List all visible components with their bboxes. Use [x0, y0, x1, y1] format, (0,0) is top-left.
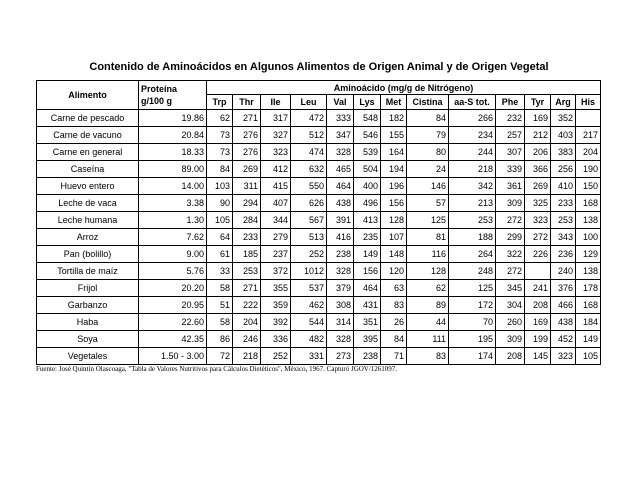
amino-value-cell: 146 — [407, 178, 449, 195]
amino-value-cell: 276 — [233, 144, 261, 161]
amino-value-cell: 236 — [551, 246, 576, 263]
source-note: Fuente: José Quintín Olascoaga, "Tabla de Valores Nutritivos para Cálculos Dietéticos", México, 1967. Capturó JGOV/1261097. — [36, 365, 398, 373]
amino-value-cell: 79 — [407, 127, 449, 144]
amino-value-cell: 260 — [496, 314, 525, 331]
amino-value-cell — [525, 263, 551, 280]
amino-value-cell: 86 — [207, 331, 233, 348]
amino-value-cell: 328 — [327, 331, 354, 348]
amino-value-cell: 196 — [381, 178, 407, 195]
amino-value-cell: 72 — [207, 348, 233, 365]
amino-value-cell: 120 — [381, 263, 407, 280]
amino-value-cell: 107 — [381, 229, 407, 246]
amino-value-cell: 138 — [576, 263, 601, 280]
amino-value-cell: 125 — [407, 212, 449, 229]
amino-value-cell: 128 — [381, 212, 407, 229]
amino-value-cell: 185 — [233, 246, 261, 263]
amino-value-cell: 431 — [354, 297, 381, 314]
amino-value-cell: 328 — [327, 263, 354, 280]
amino-value-cell: 314 — [327, 314, 354, 331]
protein-cell: 14.00 — [139, 178, 207, 195]
amino-value-cell: 100 — [576, 229, 601, 246]
amino-value-cell: 105 — [576, 348, 601, 365]
protein-cell: 18.33 — [139, 144, 207, 161]
food-name-cell: Leche humana — [37, 212, 139, 229]
amino-value-cell: 128 — [407, 263, 449, 280]
amino-value-cell: 84 — [381, 331, 407, 348]
header-col-phe: Phe — [496, 95, 525, 110]
table-row — [37, 348, 601, 365]
amino-value-cell: 233 — [551, 195, 576, 212]
amino-value-cell: 272 — [496, 212, 525, 229]
amino-value-cell: 70 — [449, 314, 496, 331]
amino-value-cell: 317 — [261, 110, 291, 127]
amino-value-cell: 149 — [354, 246, 381, 263]
amino-value-cell: 513 — [291, 229, 327, 246]
protein-cell: 20.84 — [139, 127, 207, 144]
protein-cell: 7.62 — [139, 229, 207, 246]
header-col-val: Val — [327, 95, 354, 110]
amino-value-cell: 164 — [381, 144, 407, 161]
amino-value-cell: 218 — [233, 348, 261, 365]
amino-value-cell: 81 — [407, 229, 449, 246]
header-col-tyr: Tyr — [525, 95, 551, 110]
amino-value-cell: 416 — [327, 229, 354, 246]
amino-value-cell: 235 — [354, 229, 381, 246]
table-row — [37, 195, 601, 212]
amino-value-cell: 632 — [291, 161, 327, 178]
amino-value-cell: 33 — [207, 263, 233, 280]
amino-value-cell: 62 — [207, 110, 233, 127]
header-col-trp: Trp — [207, 95, 233, 110]
amino-value-cell: 83 — [381, 297, 407, 314]
amino-value-cell: 169 — [525, 314, 551, 331]
amino-value-cell: 129 — [576, 246, 601, 263]
amino-value-cell: 407 — [261, 195, 291, 212]
food-name-cell: Frijol — [37, 280, 139, 297]
food-name-cell: Carne de vacuno — [37, 127, 139, 144]
amino-value-cell: 168 — [576, 195, 601, 212]
amino-value-cell: 323 — [261, 144, 291, 161]
food-name-cell: Caseína — [37, 161, 139, 178]
amino-value-cell: 392 — [261, 314, 291, 331]
amino-value-cell: 400 — [354, 178, 381, 195]
header-col-ile: Ile — [261, 95, 291, 110]
amino-value-cell: 24 — [407, 161, 449, 178]
amino-value-cell: 238 — [327, 246, 354, 263]
amino-value-cell: 391 — [327, 212, 354, 229]
amino-value-cell: 410 — [551, 178, 576, 195]
food-name-cell: Garbanzo — [37, 297, 139, 314]
amino-value-cell: 307 — [496, 144, 525, 161]
amino-value-cell: 342 — [449, 178, 496, 195]
amino-value-cell: 246 — [233, 331, 261, 348]
amino-value-cell: 309 — [496, 195, 525, 212]
amino-value-cell: 465 — [327, 161, 354, 178]
amino-value-cell: 234 — [449, 127, 496, 144]
table-row — [37, 246, 601, 263]
amino-value-cell: 269 — [525, 178, 551, 195]
amino-value-cell: 89 — [407, 297, 449, 314]
amino-value-cell: 58 — [207, 280, 233, 297]
amino-value-cell: 323 — [551, 348, 576, 365]
amino-value-cell: 325 — [525, 195, 551, 212]
header-col-cistina: Cistina — [407, 95, 449, 110]
protein-cell: 20.20 — [139, 280, 207, 297]
amino-value-cell: 284 — [233, 212, 261, 229]
amino-value-cell: 90 — [207, 195, 233, 212]
header-col-thr: Thr — [233, 95, 261, 110]
food-name-cell: Vegetales — [37, 348, 139, 365]
table-row — [37, 110, 601, 127]
food-name-cell: Haba — [37, 314, 139, 331]
amino-value-cell: 347 — [327, 127, 354, 144]
table-row — [37, 178, 601, 195]
food-name-cell: Huevo entero — [37, 178, 139, 195]
table-row — [37, 161, 601, 178]
protein-cell: 1.30 — [139, 212, 207, 229]
amino-value-cell: 73 — [207, 127, 233, 144]
amino-value-cell: 294 — [233, 195, 261, 212]
protein-cell: 1.50 - 3.00 — [139, 348, 207, 365]
food-name-cell: Carne de pescado — [37, 110, 139, 127]
amino-value-cell: 194 — [381, 161, 407, 178]
amino-value-cell: 204 — [233, 314, 261, 331]
table-row — [37, 263, 601, 280]
header-col-arg: Arg — [551, 95, 576, 110]
amino-value-cell: 472 — [291, 110, 327, 127]
amino-value-cell: 331 — [291, 348, 327, 365]
header-amino-group: Aminoácido (mg/g de Nitrógeno) — [207, 81, 601, 95]
amino-value-cell: 438 — [551, 314, 576, 331]
amino-value-cell: 311 — [233, 178, 261, 195]
amino-value-cell: 412 — [261, 161, 291, 178]
table-row — [37, 229, 601, 246]
amino-value-cell: 204 — [576, 144, 601, 161]
amino-value-cell: 238 — [354, 348, 381, 365]
amino-value-cell: 413 — [354, 212, 381, 229]
amino-value-cell: 276 — [233, 127, 261, 144]
amino-value-cell: 83 — [407, 348, 449, 365]
amino-value-cell: 188 — [449, 229, 496, 246]
amino-value-cell: 212 — [525, 127, 551, 144]
amino-value-cell: 304 — [496, 297, 525, 314]
protein-cell: 89.00 — [139, 161, 207, 178]
amino-value-cell: 351 — [354, 314, 381, 331]
amino-value-cell: 548 — [354, 110, 381, 127]
table-body — [37, 110, 601, 365]
amino-value-cell: 464 — [354, 280, 381, 297]
protein-cell: 22.60 — [139, 314, 207, 331]
amino-value-cell: 244 — [449, 144, 496, 161]
header-protein — [139, 81, 207, 110]
header-col-his: His — [576, 95, 601, 110]
amino-value-cell: 213 — [449, 195, 496, 212]
amino-value-cell: 546 — [354, 127, 381, 144]
amino-value-cell: 248 — [449, 263, 496, 280]
amino-value-cell: 199 — [525, 331, 551, 348]
table-row — [37, 280, 601, 297]
amino-value-cell: 58 — [207, 314, 233, 331]
table-header — [37, 81, 601, 110]
amino-value-cell: 252 — [261, 348, 291, 365]
amino-value-cell: 105 — [207, 212, 233, 229]
amino-value-cell: 537 — [291, 280, 327, 297]
table-row — [37, 297, 601, 314]
amino-value-cell: 232 — [496, 110, 525, 127]
amino-value-cell: 345 — [496, 280, 525, 297]
amino-value-cell: 208 — [496, 348, 525, 365]
amino-value-cell: 51 — [207, 297, 233, 314]
amino-value-cell: 272 — [496, 263, 525, 280]
protein-cell: 3.38 — [139, 195, 207, 212]
table-row — [37, 331, 601, 348]
amino-value-cell: 438 — [327, 195, 354, 212]
amino-value-cell: 240 — [551, 263, 576, 280]
amino-value-cell: 395 — [354, 331, 381, 348]
amino-value-cell: 252 — [291, 246, 327, 263]
amino-value-cell: 206 — [525, 144, 551, 161]
amino-value-cell: 84 — [207, 161, 233, 178]
amino-value-cell: 208 — [525, 297, 551, 314]
amino-value-cell: 366 — [525, 161, 551, 178]
amino-value-cell: 190 — [576, 161, 601, 178]
amino-value-cell: 184 — [576, 314, 601, 331]
table-row — [37, 127, 601, 144]
table-row — [37, 314, 601, 331]
amino-value-cell: 63 — [381, 280, 407, 297]
food-name-cell: Carne en general — [37, 144, 139, 161]
header-protein-line1: Proteína — [141, 84, 178, 94]
amino-value-cell: 309 — [496, 331, 525, 348]
amino-value-cell: 336 — [261, 331, 291, 348]
amino-value-cell: 226 — [525, 246, 551, 263]
amino-value-cell: 116 — [407, 246, 449, 263]
amino-value-cell: 504 — [354, 161, 381, 178]
amino-value-cell: 308 — [327, 297, 354, 314]
amino-value-cell: 626 — [291, 195, 327, 212]
amino-value-cell: 111 — [407, 331, 449, 348]
amino-value-cell: 125 — [449, 280, 496, 297]
amino-value-cell: 84 — [407, 110, 449, 127]
protein-cell: 20.95 — [139, 297, 207, 314]
amino-value-cell: 474 — [291, 144, 327, 161]
protein-cell: 42.35 — [139, 331, 207, 348]
amino-acid-table — [36, 80, 601, 365]
amino-value-cell: 64 — [207, 229, 233, 246]
header-protein-line2: g/100 g — [141, 96, 173, 106]
amino-value-cell: 333 — [327, 110, 354, 127]
amino-value-cell: 253 — [449, 212, 496, 229]
table-row — [37, 144, 601, 161]
header-food: Alimento — [37, 81, 139, 110]
amino-value-cell: 322 — [496, 246, 525, 263]
amino-value-cell: 403 — [551, 127, 576, 144]
amino-value-cell: 482 — [291, 331, 327, 348]
header-col-lys: Lys — [354, 95, 381, 110]
amino-value-cell: 241 — [525, 280, 551, 297]
amino-value-cell: 233 — [233, 229, 261, 246]
amino-value-cell: 344 — [261, 212, 291, 229]
food-name-cell: Leche de vaca — [37, 195, 139, 212]
food-name-cell: Tortilla de maíz — [37, 263, 139, 280]
amino-value-cell: 323 — [525, 212, 551, 229]
amino-value-cell: 361 — [496, 178, 525, 195]
amino-value-cell: 257 — [496, 127, 525, 144]
amino-value-cell: 61 — [207, 246, 233, 263]
header-col-aa-s-tot: aa-S tot. — [449, 95, 496, 110]
amino-value-cell: 539 — [354, 144, 381, 161]
amino-value-cell: 169 — [525, 110, 551, 127]
amino-value-cell: 149 — [576, 331, 601, 348]
table-title: Contenido de Aminoácidos en Algunos Alimentos de Origen Animal y de Origen Vegetal — [89, 61, 549, 73]
amino-value-cell: 148 — [381, 246, 407, 263]
amino-value-cell: 155 — [381, 127, 407, 144]
amino-value-cell: 237 — [261, 246, 291, 263]
protein-cell: 19.86 — [139, 110, 207, 127]
amino-value-cell: 355 — [261, 280, 291, 297]
amino-value-cell: 73 — [207, 144, 233, 161]
amino-value-cell: 496 — [354, 195, 381, 212]
amino-value-cell: 376 — [551, 280, 576, 297]
amino-value-cell: 271 — [233, 280, 261, 297]
amino-value-cell: 279 — [261, 229, 291, 246]
amino-value-cell: 156 — [354, 263, 381, 280]
amino-value-cell: 195 — [449, 331, 496, 348]
amino-value-cell: 80 — [407, 144, 449, 161]
amino-value-cell: 71 — [381, 348, 407, 365]
amino-value-cell: 567 — [291, 212, 327, 229]
amino-value-cell: 174 — [449, 348, 496, 365]
amino-value-cell: 145 — [525, 348, 551, 365]
amino-value-cell: 452 — [551, 331, 576, 348]
amino-value-cell: 273 — [327, 348, 354, 365]
amino-value-cell: 217 — [576, 127, 601, 144]
amino-value-cell: 550 — [291, 178, 327, 195]
amino-value-cell: 544 — [291, 314, 327, 331]
protein-cell: 9.00 — [139, 246, 207, 263]
amino-value-cell: 62 — [407, 280, 449, 297]
amino-value-cell: 168 — [576, 297, 601, 314]
amino-value-cell: 150 — [576, 178, 601, 195]
amino-value-cell: 1012 — [291, 263, 327, 280]
amino-value-cell: 26 — [381, 314, 407, 331]
header-col-met: Met — [381, 95, 407, 110]
amino-value-cell: 352 — [551, 110, 576, 127]
amino-value-cell — [576, 110, 601, 127]
amino-value-cell: 103 — [207, 178, 233, 195]
amino-value-cell: 379 — [327, 280, 354, 297]
amino-value-cell: 272 — [525, 229, 551, 246]
amino-value-cell: 57 — [407, 195, 449, 212]
amino-value-cell: 182 — [381, 110, 407, 127]
amino-value-cell: 253 — [551, 212, 576, 229]
amino-value-cell: 464 — [327, 178, 354, 195]
amino-value-cell: 218 — [449, 161, 496, 178]
amino-value-cell: 178 — [576, 280, 601, 297]
protein-cell: 5.76 — [139, 263, 207, 280]
amino-value-cell: 44 — [407, 314, 449, 331]
amino-value-cell: 299 — [496, 229, 525, 246]
amino-value-cell: 372 — [261, 263, 291, 280]
amino-value-cell: 512 — [291, 127, 327, 144]
header-col-leu: Leu — [291, 95, 327, 110]
amino-value-cell: 266 — [449, 110, 496, 127]
amino-value-cell: 264 — [449, 246, 496, 263]
food-name-cell: Soya — [37, 331, 139, 348]
table-row — [37, 212, 601, 229]
amino-value-cell: 256 — [551, 161, 576, 178]
amino-value-cell: 359 — [261, 297, 291, 314]
amino-value-cell: 156 — [381, 195, 407, 212]
amino-value-cell: 269 — [233, 161, 261, 178]
amino-value-cell: 172 — [449, 297, 496, 314]
amino-value-cell: 271 — [233, 110, 261, 127]
amino-value-cell: 327 — [261, 127, 291, 144]
amino-value-cell: 462 — [291, 297, 327, 314]
amino-value-cell: 253 — [233, 263, 261, 280]
amino-value-cell: 343 — [551, 229, 576, 246]
amino-value-cell: 339 — [496, 161, 525, 178]
amino-value-cell: 138 — [576, 212, 601, 229]
amino-value-cell: 222 — [233, 297, 261, 314]
amino-value-cell: 415 — [261, 178, 291, 195]
amino-value-cell: 328 — [327, 144, 354, 161]
amino-value-cell: 383 — [551, 144, 576, 161]
amino-value-cell: 466 — [551, 297, 576, 314]
food-name-cell: Pan (bolillo) — [37, 246, 139, 263]
food-name-cell: Arroz — [37, 229, 139, 246]
